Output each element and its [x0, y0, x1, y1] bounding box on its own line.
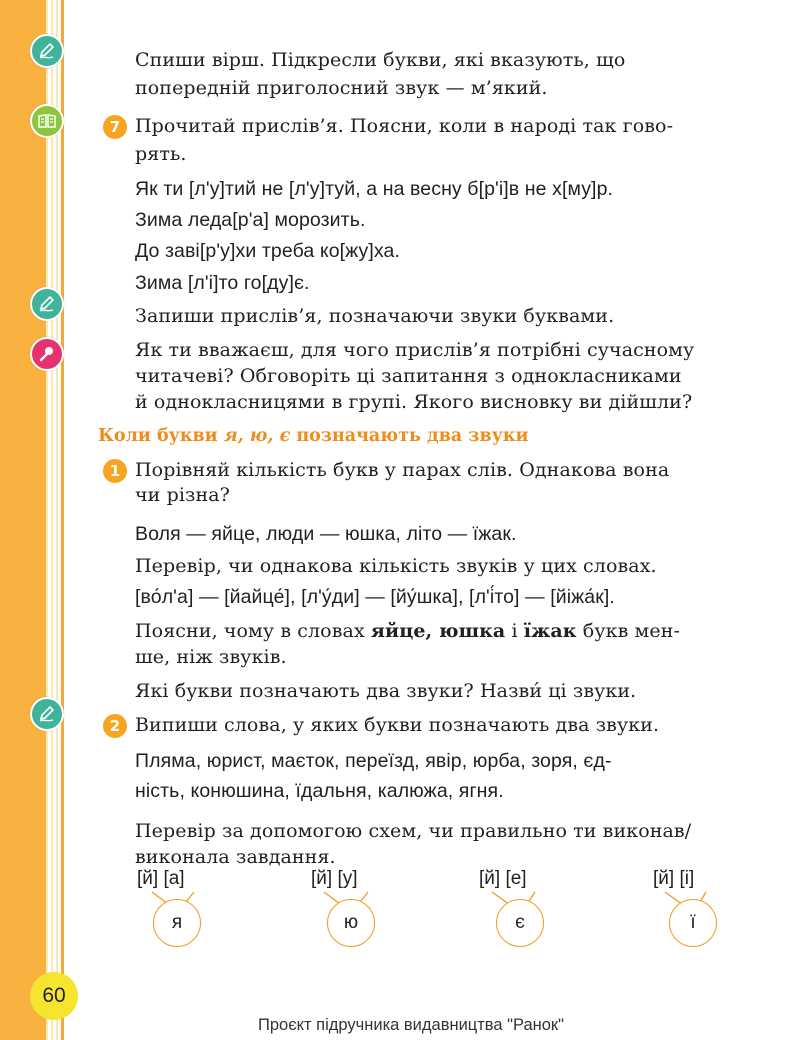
task-text: чи різна? — [135, 484, 230, 506]
task-text: Як ти вважаєш, для чого прислів’я потрібні сучасному — [135, 339, 695, 361]
pencil-icon — [30, 697, 64, 731]
scheme-letter: ї — [669, 899, 717, 947]
task-text: читачеві? Обговоріть ці запитання з однокласниками — [135, 365, 682, 387]
word-list: Пляма, юрист, маєток, переїзд, явір, юрба, зоря, єд- — [135, 750, 612, 772]
microphone-icon — [30, 337, 64, 371]
task-text: й однокласницями в групі. Якого висновку ви дійшли? — [135, 391, 693, 413]
book-icon — [30, 104, 64, 138]
scheme-sounds: [й] [і] — [653, 868, 695, 889]
scheme-sounds: [й] [а] — [137, 868, 185, 889]
scheme-letter: ю — [327, 899, 375, 947]
task-text: Перевір, чи однакова кількість звуків у цих словах. — [135, 555, 657, 577]
transcription: [во́л'а] — [йайце́], [л'у́ди] — [йу́шка], [л'і́то] — [йіжа́к]. — [135, 586, 615, 608]
task-number-badge: 7 — [103, 115, 127, 139]
scheme-letter: я — [153, 899, 201, 947]
pencil-icon — [30, 287, 64, 321]
margin-line — [56, 0, 58, 1040]
margin-bar — [0, 0, 46, 1040]
task-text: попередній приголосний звук — м’який. — [135, 77, 548, 99]
footer: Проєкт підручника видавництва "Ранок" — [258, 1016, 564, 1034]
proverb: Зима [л'і]то го[ду]є. — [135, 272, 310, 294]
task-text: рять. — [135, 143, 187, 165]
task-text: Прочитай прислів’я. Поясни, коли в народі так гово- — [135, 115, 674, 137]
task-text: ше, ніж звуків. — [135, 646, 287, 668]
margin-line — [46, 0, 48, 1040]
task-text: Спиши вірш. Підкресли букви, які вказують, що — [135, 49, 626, 71]
task-text: виконала завдання. — [135, 846, 336, 868]
margin-line — [51, 0, 53, 1040]
proverb: Як ти [л'у]тий не [л'у]туй, а на весну б[р'і]в не х[му]р. — [135, 178, 614, 200]
task-text: Поясни, чому в словах яйце, юшка і їжак букв мен- — [135, 620, 681, 642]
task-text: Перевір за допомогою схем, чи правильно ти виконав/ — [135, 820, 692, 842]
section-heading: Коли букви я, ю, є позначають два звуки — [98, 426, 529, 446]
pencil-icon — [30, 34, 64, 68]
task-text: Порівняй кількість букв у парах слів. Однакова вона — [135, 459, 670, 481]
task-text: Випиши слова, у яких букви позначають два звуки. — [135, 714, 660, 736]
task-number-badge: 2 — [103, 714, 127, 738]
scheme-letter: є — [496, 899, 544, 947]
task-text: Запиши прислів’я, позначаючи звуки буквами. — [135, 305, 615, 327]
page-number: 60 — [30, 972, 78, 1020]
proverb: До заві[р'у]хи треба ко[жу]ха. — [135, 240, 401, 262]
word-list: ність, конюшина, їдальня, калюжа, ягня. — [135, 780, 504, 802]
word-list: Воля — яйце, люди — юшка, літо — їжак. — [135, 523, 517, 545]
task-text: Які букви позначають два звуки? Назви́ ці звуки. — [135, 680, 637, 702]
task-number-badge: 1 — [103, 459, 127, 483]
scheme-sounds: [й] [е] — [479, 868, 527, 889]
proverb: Зима леда[р'а] морозить. — [135, 209, 366, 231]
margin-line — [61, 0, 64, 1040]
scheme-sounds: [й] [у] — [311, 868, 358, 889]
